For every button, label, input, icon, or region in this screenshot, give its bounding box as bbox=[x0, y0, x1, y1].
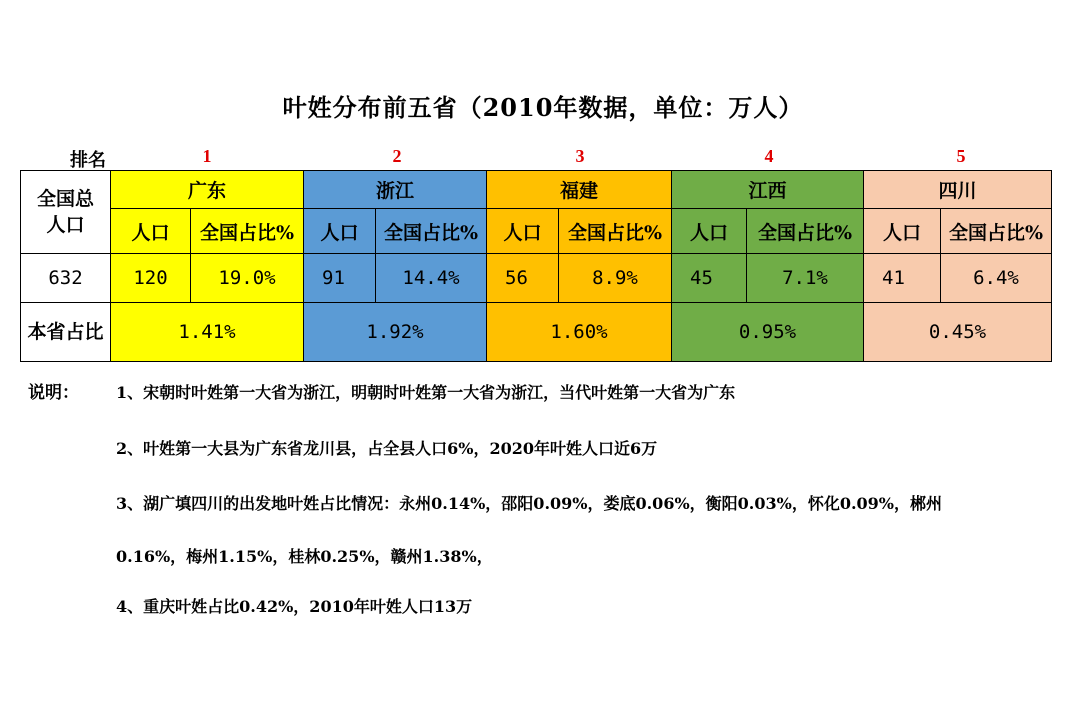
population-value-sichuan: 41 bbox=[864, 254, 941, 303]
province-header-fujian: 福建 bbox=[487, 171, 672, 209]
rank-label: 排名 bbox=[70, 150, 106, 171]
local-share-fujian: 1.60% bbox=[487, 303, 672, 362]
page-title: 叶姓分布前五省（2010年数据，单位：万人） bbox=[282, 93, 804, 122]
distribution-table bbox=[20, 170, 1052, 362]
subheader-population: 人口 bbox=[487, 209, 559, 254]
population-value-jiangxi: 45 bbox=[672, 254, 747, 303]
subheader-share: 全国占比% bbox=[941, 209, 1052, 254]
subheader-share: 全国占比% bbox=[376, 209, 487, 254]
subheader-population: 人口 bbox=[304, 209, 376, 254]
rank-number-2: 2 bbox=[392, 146, 402, 166]
national-total-label: 全国总人口 bbox=[21, 171, 111, 254]
subheader-population: 人口 bbox=[111, 209, 191, 254]
subheader-share: 全国占比% bbox=[747, 209, 864, 254]
population-value-zhejiang: 91 bbox=[304, 254, 376, 303]
local-share-guangdong: 1.41% bbox=[111, 303, 304, 362]
rank-number-1: 1 bbox=[202, 146, 212, 166]
note-item-2: 2、叶姓第一大县为广东省龙川县，占全县人口6%，2020年叶姓人口近6万 bbox=[116, 439, 658, 458]
province-header-jiangxi: 江西 bbox=[672, 171, 864, 209]
local-share-sichuan: 0.45% bbox=[864, 303, 1052, 362]
share-value-fujian: 8.9% bbox=[559, 254, 672, 303]
rank-number-3: 3 bbox=[575, 146, 585, 166]
national-population-value: 632 bbox=[21, 254, 111, 303]
share-value-guangdong: 19.0% bbox=[191, 254, 304, 303]
notes-label: 说明： bbox=[28, 383, 79, 403]
province-header-guangdong: 广东 bbox=[111, 171, 304, 209]
subheader-share: 全国占比% bbox=[191, 209, 304, 254]
share-value-jiangxi: 7.1% bbox=[747, 254, 864, 303]
local-share-label: 本省占比 bbox=[21, 303, 111, 362]
subheader-population: 人口 bbox=[864, 209, 941, 254]
share-value-sichuan: 6.4% bbox=[941, 254, 1052, 303]
subheader-share: 全国占比% bbox=[559, 209, 672, 254]
note-item-3-continued: 0.16%，梅州1.15%，桂林0.25%，赣州1.38%， bbox=[116, 547, 493, 566]
note-item-4: 4、重庆叶姓占比0.42%，2010年叶姓人口13万 bbox=[116, 597, 473, 616]
subheader-population: 人口 bbox=[672, 209, 747, 254]
note-item-1: 1、宋朝时叶姓第一大省为浙江，明朝时叶姓第一大省为浙江，当代叶姓第一大省为广东 bbox=[116, 383, 736, 402]
share-value-zhejiang: 14.4% bbox=[376, 254, 487, 303]
rank-number-4: 4 bbox=[764, 146, 774, 166]
local-share-jiangxi: 0.95% bbox=[672, 303, 864, 362]
province-header-sichuan: 四川 bbox=[864, 171, 1052, 209]
local-share-zhejiang: 1.92% bbox=[304, 303, 487, 362]
rank-number-5: 5 bbox=[956, 146, 966, 166]
population-value-fujian: 56 bbox=[487, 254, 559, 303]
province-header-zhejiang: 浙江 bbox=[304, 171, 487, 209]
population-value-guangdong: 120 bbox=[111, 254, 191, 303]
note-item-3: 3、湖广填四川的出发地叶姓占比情况：永州0.14%，邵阳0.09%，娄底0.06%，衡阳0.03%，怀化0.09%，郴州 bbox=[116, 494, 942, 513]
